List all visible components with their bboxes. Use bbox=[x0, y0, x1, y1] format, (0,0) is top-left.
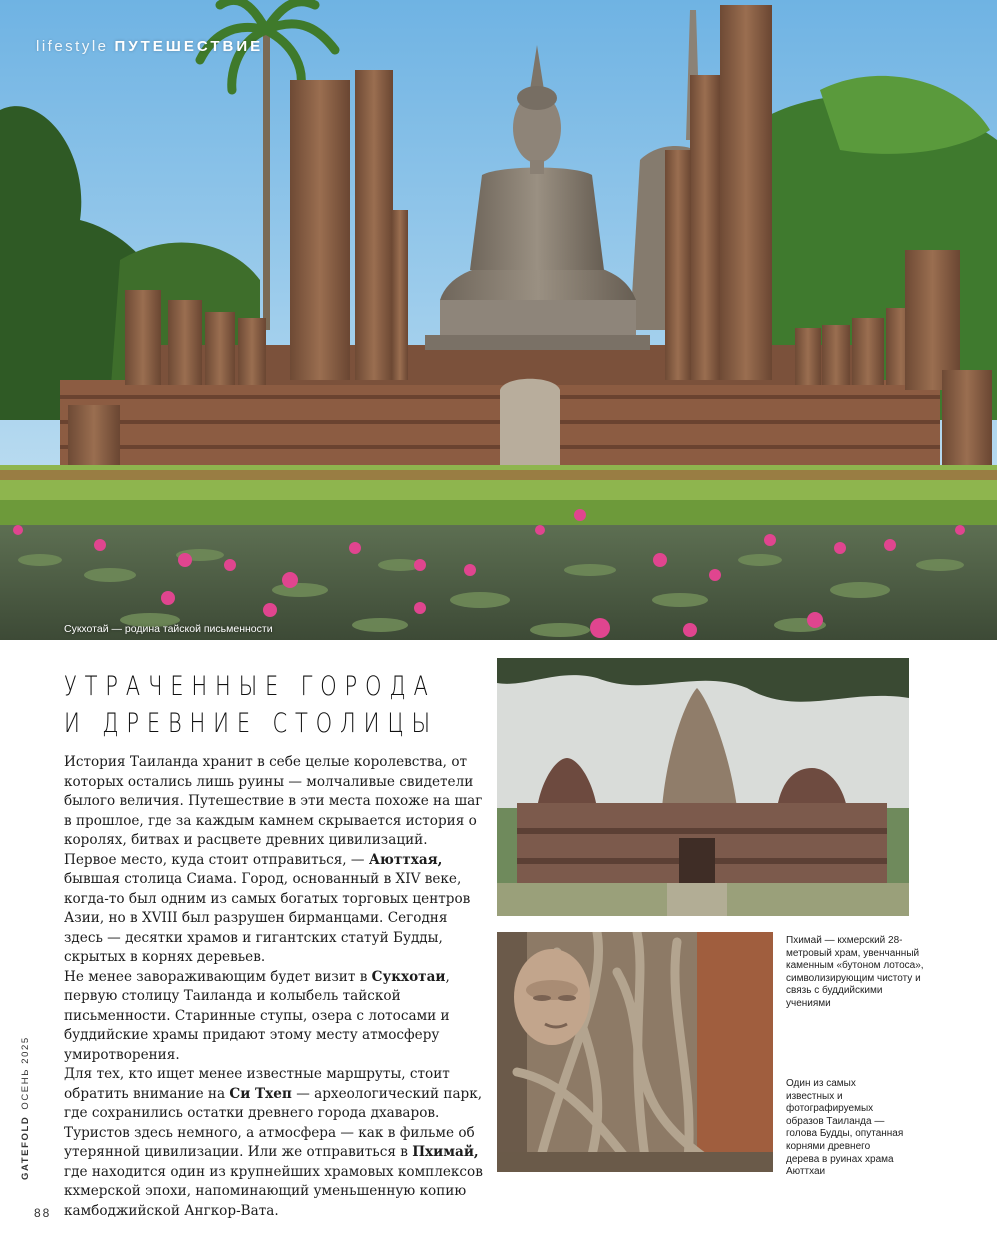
text-run: — археологический парк, где сохранились остатки древнего города дхаваров. Туристов здесь немного, а атмосфера — как в фильме об утерянной цивилизации. Или же отправиться в bbox=[64, 1085, 483, 1160]
place-phimai: Пхимай, bbox=[412, 1144, 479, 1160]
text-run: Первое место, куда стоит отправиться, — bbox=[64, 851, 369, 868]
issue-label: ОСЕНЬ 2025 bbox=[20, 1036, 31, 1110]
hero-caption: Сукхотай — родина тайской письменности bbox=[64, 623, 273, 635]
caption-buddha-head: Один из самых известных и фотографируемых образов Таиланда — голова Будды, опутанная корнями древнего дерева в руинах храма Аюттхаи bbox=[786, 1078, 904, 1178]
section-label bbox=[36, 38, 263, 55]
headline-line-2: И ДРЕВНИЕ СТОЛИЦЫ bbox=[64, 708, 438, 739]
section-category: lifestyle bbox=[36, 38, 109, 55]
phimai-temple-photo bbox=[497, 658, 909, 916]
buddha-head-photo bbox=[497, 932, 773, 1172]
text-run: бывшая столица Сиама. Город, основанный в XIV веке, когда-то был одним из самых богатых торговых центров Азии, но в XVIII был разрушен бирманцами. Сегодня здесь — десятки храмов и гигантских статуй Будды, скрытых в корнях деревьев. bbox=[64, 871, 471, 965]
headline-line-1: УТРАЧЕННЫЕ ГОРОДА bbox=[64, 671, 436, 702]
text-run: Не менее завораживающим будет визит в bbox=[64, 968, 372, 985]
page-number: 88 bbox=[34, 1206, 52, 1220]
caption-phimai: Пхимай — кхмерский 28-метровый храм, увенчанный каменным «бутоном лотоса», символизирующим чистоту и связь с буддийскими учениями bbox=[786, 935, 924, 1009]
article-headline bbox=[64, 668, 484, 742]
article-body bbox=[64, 753, 484, 1221]
paragraph-4 bbox=[64, 1065, 484, 1221]
paragraph-3 bbox=[64, 968, 484, 1066]
place-sukhothai: Сукхотаи bbox=[371, 968, 446, 985]
place-ayutthaya: Аюттхая, bbox=[368, 851, 443, 868]
paragraph-1: История Таиланда хранит в себе целые королевства, от которых остались лишь руины — молчаливые свидетели былого величия. Путешествие в эти места похоже на шаг в прошлое, где за каждым камнем скрывается история о королях, битвах и расцвете древних цивилизаций. bbox=[64, 754, 483, 848]
phimai-temple-image bbox=[497, 658, 909, 916]
buddha-head-in-roots-image bbox=[497, 932, 773, 1172]
magazine-name: GATEFOLD bbox=[20, 1115, 31, 1180]
paragraph-2 bbox=[64, 851, 484, 968]
text-run: , первую столицу Таиланда и колыбель тайской письменности. Старинные ступы, озера с лотосами и буддийские храмы придают этому месту атмосферу умиротворения. bbox=[64, 968, 450, 1063]
magazine-brand bbox=[20, 1036, 31, 1180]
text-run: Для тех, кто ищет менее известные маршруты, стоит обратить внимание на bbox=[64, 1066, 450, 1102]
section-title: ПУТЕШЕСТВИЕ bbox=[114, 38, 264, 55]
place-si-thep: Си Тхеп bbox=[229, 1085, 292, 1102]
text-run: где находится один из крупнейших храмовых комплексов кхмерской эпохи, напоминающий уменьшенную копию камбоджийской Ангкор-Вата. bbox=[64, 1163, 483, 1219]
